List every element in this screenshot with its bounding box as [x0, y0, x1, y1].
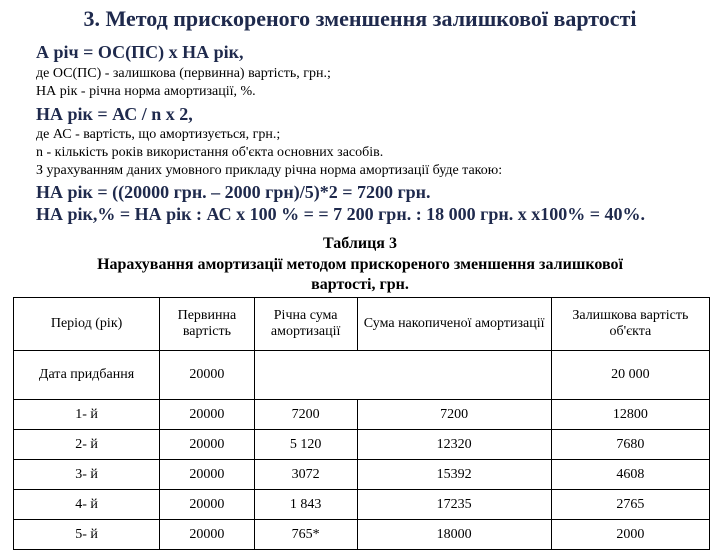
cell-residual-value: 4608	[551, 460, 709, 490]
table-row	[14, 430, 710, 460]
cell-residual-value: 2000	[551, 520, 709, 550]
table-row	[14, 400, 710, 430]
cell-annual-amount: 5 120	[254, 430, 357, 460]
table-title-line1: Нарахування амортизації методом прискореного зменшення залишкової	[97, 256, 623, 273]
cell-period: Дата придбання	[14, 351, 160, 400]
cell-accumulated: 12320	[357, 430, 551, 460]
cell-initial-value: 20000	[160, 460, 255, 490]
cell-accumulated: 18000	[357, 520, 551, 550]
note-years: n - кількість років використання об'єкта основних засобів.	[36, 145, 384, 160]
cell-residual-value: 12800	[551, 400, 709, 430]
table-row	[14, 460, 710, 490]
table-row	[14, 490, 710, 520]
header-annual-amount: Річна сума амортизації	[254, 298, 357, 351]
cell-period: 5- й	[14, 520, 160, 550]
table-header-row	[14, 298, 710, 351]
header-residual-value: Залишкова вартість об'єкта	[551, 298, 709, 351]
cell-annual-amount: 765*	[254, 520, 357, 550]
cell-accumulated: 15392	[357, 460, 551, 490]
header-period: Період (рік)	[14, 298, 160, 351]
table-number: Таблиця 3	[323, 235, 397, 252]
formula-annual-depreciation: А річ = ОС(ПС) х НА рік,	[36, 42, 244, 62]
cell-annual-amount: 7200	[254, 400, 357, 430]
table-row	[14, 520, 710, 550]
formula-rate-calculation: НА рік = ((20000 грн. – 2000 грн)/5)*2 = 7200 грн.	[36, 182, 431, 202]
cell-period: 3- й	[14, 460, 160, 490]
table-title-line2: вартості, грн.	[311, 276, 409, 293]
cell-initial-value: 20000	[160, 490, 255, 520]
cell-initial-value: 20000	[160, 400, 255, 430]
table-row-acquisition	[14, 351, 710, 400]
cell-initial-value: 20000	[160, 351, 255, 400]
page-title: 3. Метод прискореного зменшення залишкової вартості	[83, 6, 637, 31]
cell-period: 4- й	[14, 490, 160, 520]
cell-period: 1- й	[14, 400, 160, 430]
cell-period: 2- й	[14, 430, 160, 460]
cell-annual-amount: 3072	[254, 460, 357, 490]
note-example-intro: З урахуванням даних умовного прикладу річна норма амортизації буде такою:	[36, 163, 503, 178]
cell-initial-value: 20000	[160, 430, 255, 460]
cell-accumulated: 7200	[357, 400, 551, 430]
header-accumulated: Сума накопиченої амортизації	[357, 298, 551, 351]
formula-rate-percent: НА рік,% = НА рік : АС х 100 % = = 7 200 грн. : 18 000 грн. х х100% = 40%.	[36, 204, 645, 224]
cell-annual-amount: 1 843	[254, 490, 357, 520]
cell-residual-value: 20 000	[551, 351, 709, 400]
header-initial-value: Первинна вартість	[160, 298, 255, 351]
note-depreciable-cost: де АС - вартість, що амортизується, грн.;	[36, 127, 281, 142]
cell-empty	[254, 351, 551, 400]
cell-residual-value: 7680	[551, 430, 709, 460]
cell-initial-value: 20000	[160, 520, 255, 550]
cell-accumulated: 17235	[357, 490, 551, 520]
depreciation-table	[13, 297, 710, 550]
cell-residual-value: 2765	[551, 490, 709, 520]
note-annual-rate: НА рік - річна норма амортизації, %.	[36, 84, 256, 99]
note-residual-value: де ОС(ПС) - залишкова (первинна) вартість, грн.;	[36, 66, 331, 81]
formula-rate: НА рік = АС / n x 2,	[36, 104, 193, 124]
